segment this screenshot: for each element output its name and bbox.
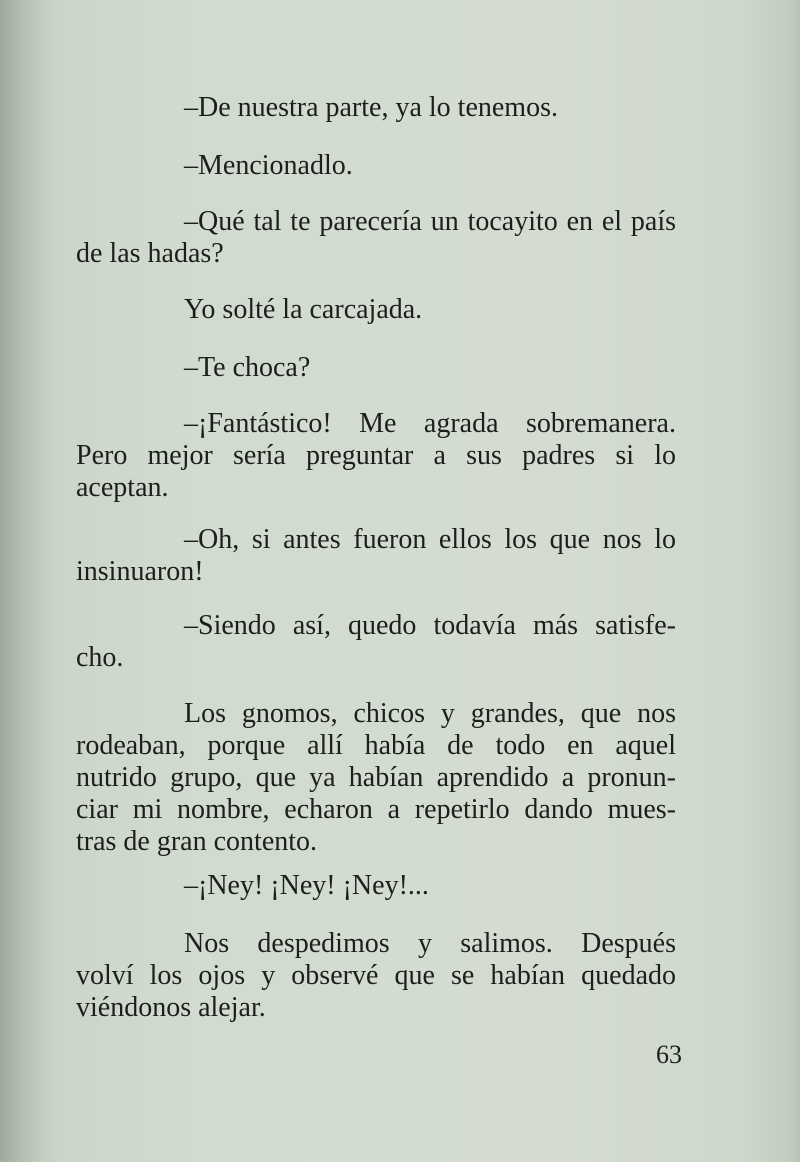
paragraph-6 — [76, 408, 676, 504]
text-line: rodeaban, porque allí había de todo en aquel — [76, 730, 676, 761]
text-line: ciar mi nombre, echaron a repetirlo dando mues- — [76, 794, 676, 825]
paragraph-3 — [76, 206, 676, 270]
text-line: Pero mejor sería preguntar a sus padres si lo — [76, 440, 676, 471]
paragraph-4 — [76, 294, 676, 326]
text-line: tras de gran contento. — [76, 826, 318, 857]
text-line: –¡Fantástico! Me agrada sobremanera. — [184, 408, 676, 439]
paragraph-10 — [76, 870, 676, 902]
paragraph-2 — [76, 150, 676, 182]
text-line: –Mencionadlo. — [184, 150, 353, 181]
text-line: de las hadas? — [76, 238, 224, 269]
text-line: nutrido grupo, que ya habían aprendido a pronun- — [76, 762, 676, 793]
paragraph-11 — [76, 928, 676, 1024]
text-line: viéndonos alejar. — [76, 992, 266, 1023]
paragraph-5 — [76, 352, 676, 384]
paragraph-1 — [76, 92, 676, 124]
text-line: Los gnomos, chicos y grandes, que nos — [184, 698, 676, 729]
paragraph-9 — [76, 698, 676, 858]
text-line: –De nuestra parte, ya lo tenemos. — [184, 92, 558, 123]
text-line: volví los ojos y observé que se habían quedado — [76, 960, 676, 991]
paragraph-7 — [76, 524, 676, 588]
text-line: Nos despedimos y salimos. Después — [184, 928, 676, 959]
paragraph-8 — [76, 610, 676, 674]
text-line: cho. — [76, 642, 124, 673]
text-line: insinuaron! — [76, 556, 204, 587]
page-number: 63 — [656, 1040, 682, 1069]
text-line: aceptan. — [76, 472, 169, 503]
text-line: –Oh, si antes fueron ellos los que nos lo — [184, 524, 676, 555]
text-line: –Siendo así, quedo todavía más satisfe- — [184, 610, 676, 641]
text-line: –Qué tal te parecería un tocayito en el país — [184, 206, 676, 237]
text-line: –¡Ney! ¡Ney! ¡Ney!... — [184, 870, 429, 901]
text-line: –Te choca? — [184, 352, 311, 383]
text-line: Yo solté la carcajada. — [184, 294, 423, 325]
